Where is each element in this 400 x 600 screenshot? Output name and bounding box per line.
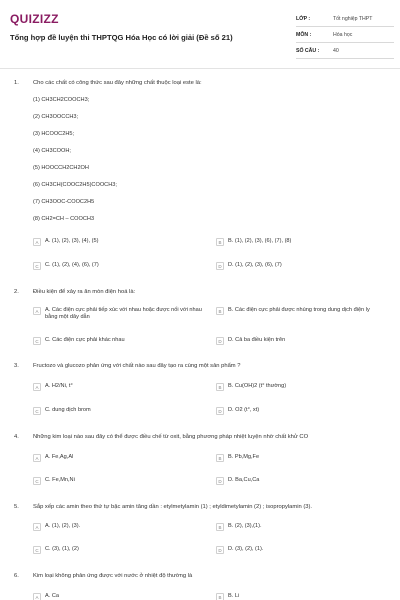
meta-label: SỐ CÂU :: [296, 47, 320, 54]
option-b[interactable]: [216, 238, 386, 246]
statement: (5) HOOCCH2CH2OH: [33, 165, 89, 171]
option-letter-box: B: [216, 593, 224, 600]
option-c[interactable]: [33, 262, 203, 270]
question-text: Sắp xếp các amin theo thứ tự bậc amin tăng dần : etylmetylamin (1) ; etyldimetylamin (2) ; isopropylamin (3).: [33, 504, 313, 510]
statement: (7) CH3OOC-COOC2H5: [33, 199, 95, 205]
option-b[interactable]: [216, 593, 386, 600]
question-number: 6.: [14, 573, 19, 579]
option-letter-box: B: [216, 383, 224, 391]
statement: (8) CH2=CH – COOCH3: [33, 216, 95, 222]
option-letter-box: A: [33, 307, 41, 315]
meta-label: MÔN :: [296, 31, 312, 38]
option-letter-box: A: [33, 454, 41, 462]
option-letter-box: D: [216, 407, 224, 415]
option-d[interactable]: [216, 546, 386, 554]
option-text: B. (1), (2), (3), (6), (7), (8): [228, 238, 292, 244]
meta-row-subject: [296, 27, 394, 43]
option-letter-box: A: [33, 238, 41, 246]
option-text: B. Pb,Mg,Fe: [228, 454, 260, 460]
question-text: Những kim loại nào sau đây có thể được điều chế từ oxit, bằng phương pháp nhiệt luyện nhờ chất khử CO: [33, 434, 309, 440]
option-a[interactable]: [33, 523, 203, 531]
option-b[interactable]: [216, 523, 386, 531]
option-text: D. O2 (t°, xt): [228, 407, 260, 413]
question-number: 3.: [14, 363, 19, 369]
option-text: D. (3), (2), (1).: [228, 546, 264, 552]
meta-label: LỚP :: [296, 15, 311, 22]
option-text: B. Cu(OH)2 (t° thường): [228, 383, 287, 389]
option-text: A. Fe,Ag,Al: [45, 454, 74, 460]
option-c[interactable]: [33, 407, 203, 415]
question-text: Cho các chất có công thức sau đây những chất thuộc loại este là:: [33, 80, 202, 86]
option-d[interactable]: [216, 262, 386, 270]
question-text: Kim loại không phản ứng được với nước ở nhiệt độ thường là: [33, 573, 193, 579]
option-text: C. Các điện cực phải khác nhau: [45, 337, 125, 343]
option-letter-box: D: [216, 262, 224, 270]
header-divider: [0, 68, 400, 69]
option-text: A. (1), (2), (3), (4), (5): [45, 238, 99, 244]
question-text: Fructozo và glucozo phản ứng với chất nào sau đây tạo ra cùng một sản phẩm ?: [33, 363, 241, 369]
option-d[interactable]: [216, 337, 386, 345]
option-text: C. Fe,Mn,Ni: [45, 477, 75, 483]
statement: (4) CH3COOH;: [33, 148, 71, 154]
option-text: D. Cả ba điều kiện trên: [228, 337, 286, 343]
option-text: B. Li: [228, 593, 240, 599]
option-letter-box: D: [216, 337, 224, 345]
option-text: A. H2/Ni, t°: [45, 383, 73, 389]
option-a[interactable]: [33, 238, 203, 246]
option-letter-box: B: [216, 454, 224, 462]
option-text: A. Ca: [45, 593, 59, 599]
option-letter-box: D: [216, 546, 224, 554]
option-c[interactable]: [33, 546, 203, 554]
option-d[interactable]: [216, 477, 386, 485]
statement: (6) CH3CH(COOC2H5)COOCH3;: [33, 182, 117, 188]
option-b[interactable]: [216, 454, 386, 462]
option-c[interactable]: [33, 337, 203, 345]
question-text: Điều kiện để xảy ra ăn mòn điện hoá là:: [33, 289, 136, 295]
option-a[interactable]: [33, 593, 203, 600]
option-text: C. dung dịch brom: [45, 407, 91, 413]
option-text: A. Các điện cực phải tiếp xúc với nhau hoặc được nối với nhau bằng một dây dẫn: [45, 307, 202, 320]
meta-table: [296, 11, 394, 59]
statement: (2) CH3OOCCH3;: [33, 114, 79, 120]
page-title: Tổng hợp đề luyện thi THPTQG Hóa Học có lời giải (Đề số 21): [10, 33, 233, 42]
option-text: D. (1), (2), (3), (6), (7): [228, 262, 282, 268]
option-letter-box: A: [33, 523, 41, 531]
option-letter-box: B: [216, 238, 224, 246]
option-c[interactable]: [33, 477, 203, 485]
option-letter-box: C: [33, 477, 41, 485]
question-number: 4.: [14, 434, 19, 440]
option-letter-box: B: [216, 307, 224, 315]
statement: (3) HCOOC2H5;: [33, 131, 75, 137]
option-d[interactable]: [216, 407, 386, 415]
meta-value: Tốt nghiệp THPT: [333, 15, 373, 22]
option-a[interactable]: [33, 307, 203, 321]
meta-row-count: [296, 43, 394, 59]
option-a[interactable]: [33, 454, 203, 462]
option-text: C. (1), (2), (4), (6), (7): [45, 262, 99, 268]
option-a[interactable]: [33, 383, 203, 391]
option-text: B. (2), (3),(1).: [228, 523, 262, 529]
option-b[interactable]: [216, 383, 386, 391]
question-number: 2.: [14, 289, 19, 295]
option-letter-box: D: [216, 477, 224, 485]
option-letter-box: C: [33, 262, 41, 270]
meta-value: 40: [333, 47, 339, 54]
option-b[interactable]: [216, 307, 386, 315]
statement: (1) CH3CH2COOCH3;: [33, 97, 90, 103]
option-text: B. Các điện cực phải được nhúng trong dung dịch điện ly: [228, 307, 370, 313]
option-text: A. (1), (2), (3).: [45, 523, 81, 529]
meta-value: Hóa học: [333, 31, 353, 38]
question-number: 1.: [14, 80, 19, 86]
option-letter-box: B: [216, 523, 224, 531]
option-letter-box: C: [33, 407, 41, 415]
option-letter-box: C: [33, 546, 41, 554]
meta-row-class: [296, 11, 394, 27]
quizizz-logo: QUIZIZZ: [10, 12, 59, 26]
option-text: C. (3), (1), (2): [45, 546, 79, 552]
option-letter-box: A: [33, 593, 41, 600]
question-number: 5.: [14, 504, 19, 510]
option-text: D. Ba,Cu,Ca: [228, 477, 260, 483]
option-letter-box: C: [33, 337, 41, 345]
option-letter-box: A: [33, 383, 41, 391]
